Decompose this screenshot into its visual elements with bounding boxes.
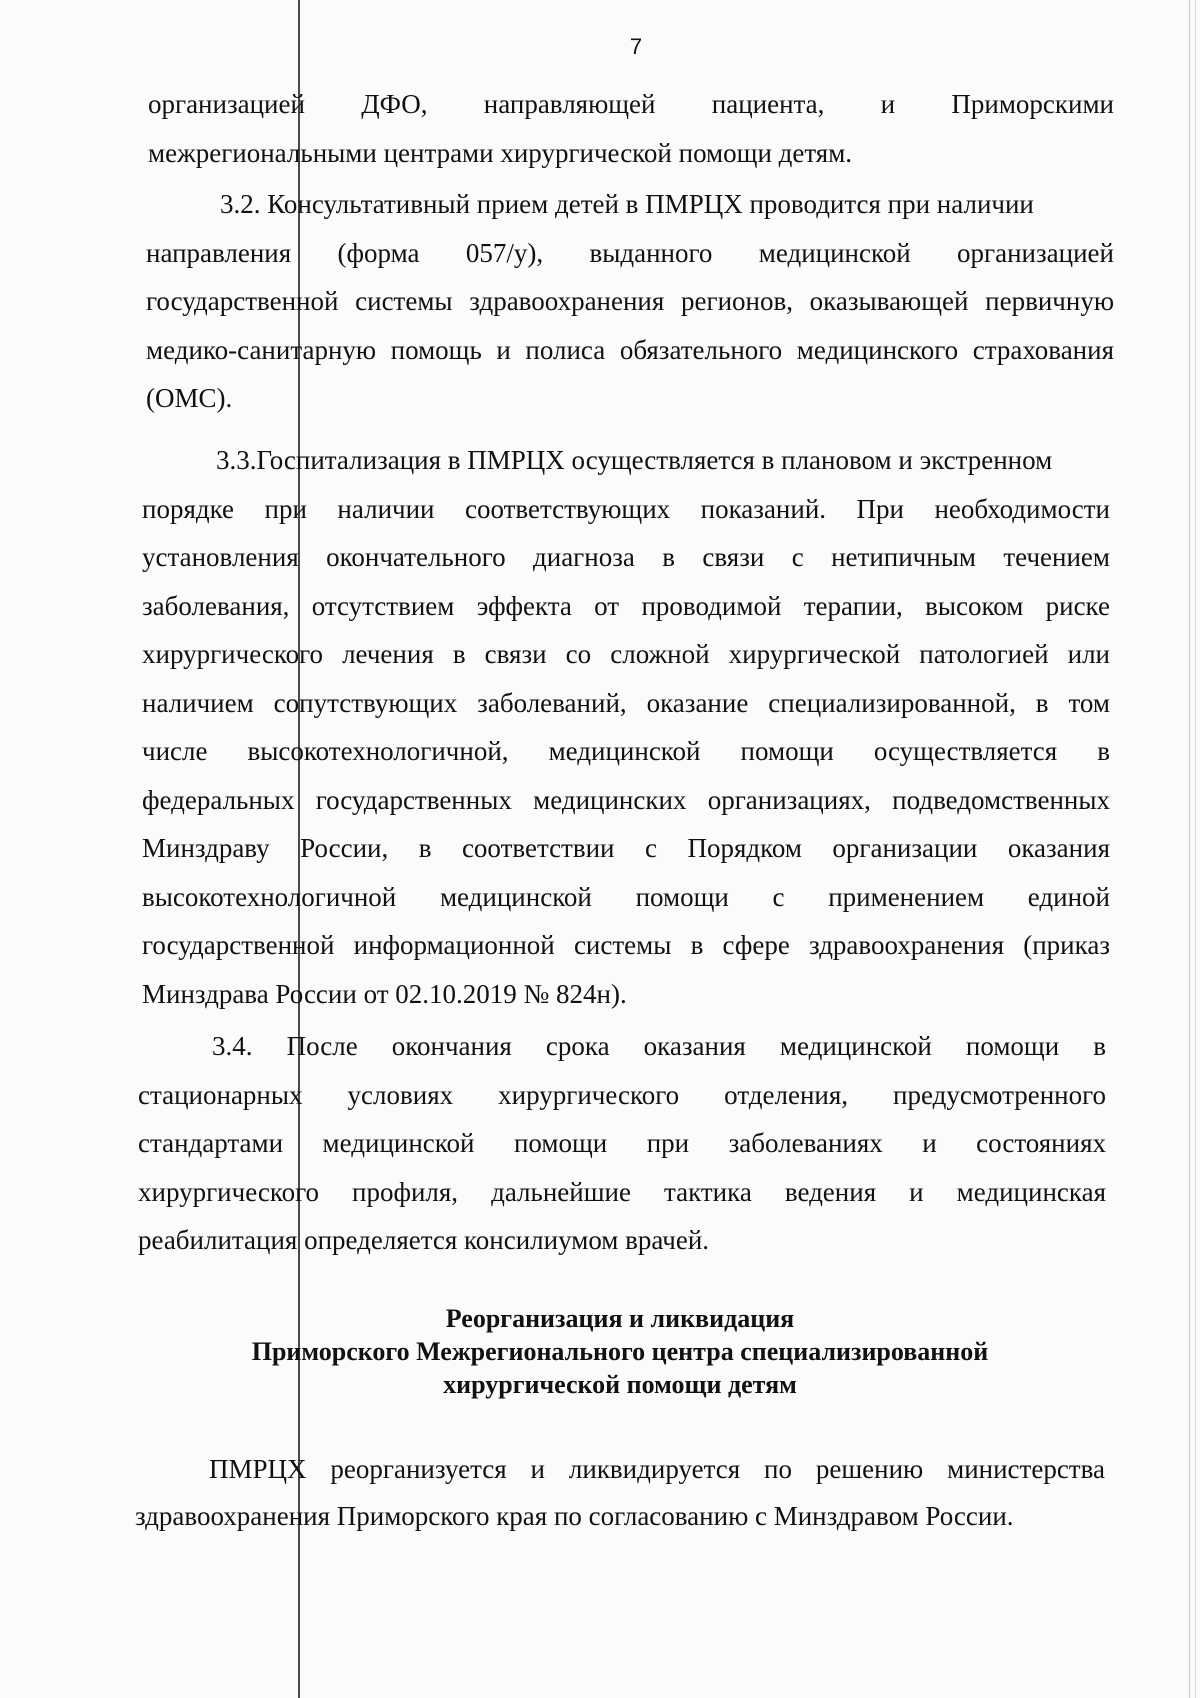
text-line: межрегиональными центрами хирургической помощи детям. [148,137,853,168]
section-heading [40,1302,1200,1401]
text-line: ПМРЦХ реорганизуется и ликвидируется по решению министерства [209,1454,1105,1484]
text-line: высокотехнологичной медицинской помощи с применением единой [142,881,1110,912]
text-line: государственной системы здравоохранения регионов, оказывающей первичную [146,286,1114,316]
text-line: стационарных условиях хирургического отделения, предусмотренного [138,1079,1106,1110]
text-line: числе высокотехнологичной, медицинской помощи осуществляется в [142,736,1110,766]
text-line: наличием сопутствующих заболеваний, оказание специализированной, в том [142,687,1110,718]
text-line: заболевания, отсутствием эффекта от проводимой терапии, высоком риске [142,590,1110,621]
text-line: (ОМС). [146,383,233,413]
paragraph-3-3 [142,436,1110,1018]
paragraph-intro [148,80,1114,177]
page-edge-shadow [1189,0,1190,1698]
text-line: организацией ДФО, направляющей пациента, и Приморскими [148,89,1114,119]
text-line: установления окончательного диагноза в связи с нетипичным течением [142,542,1110,572]
text-line: порядке при наличии соответствующих показаний. При необходимости [142,493,1110,524]
text-line: Минздрава России от 02.10.2019 № 824н). [142,978,627,1009]
heading-line: Реорганизация и ликвидация [445,1304,795,1333]
heading-line: хирургической помощи детям [443,1370,797,1399]
paragraph-final [135,1446,1105,1540]
text-line: 3.3.Госпитализация в ПМРЦХ осуществляется в плановом и экстренном [216,445,1053,475]
text-line: 3.2. Консультативный прием детей в ПМРЦХ проводится при наличии [220,189,1034,219]
text-line: государственной информационной системы в сфере здравоохранения (приказ [142,930,1110,960]
text-line: реабилитация определяется консилиумом врачей. [138,1225,710,1255]
text-line: хирургического профиля, дальнейшие тактика ведения и медицинская [138,1176,1106,1207]
text-line: 3.4. После окончания срока оказания медицинской помощи в [212,1031,1106,1061]
text-line: хирургического лечения в связи со сложной хирургической патологией или [142,639,1110,669]
paragraph-3-2 [146,180,1114,423]
text-line: медико-санитарную помощь и полиса обязательного медицинского страхования [146,334,1114,365]
text-line: федеральных государственных медицинских организациях, подведомственных [142,784,1110,815]
page-edge-shadow-outer [1195,0,1196,1698]
text-line: направления (форма 057/у), выданного медицинской организацией [146,237,1114,268]
text-line: Минздраву России, в соответствии с Порядком организации оказания [142,833,1110,863]
text-line: здравоохранения Приморского края по согласованию с Минздравом России. [135,1501,1014,1531]
page-number: 7 [629,34,643,59]
paragraph-3-4 [138,1022,1106,1265]
heading-line: Приморского Межрегионального центра специализированной [251,1337,989,1366]
text-line: стандартами медицинской помощи при заболеваниях и состояниях [138,1128,1106,1158]
